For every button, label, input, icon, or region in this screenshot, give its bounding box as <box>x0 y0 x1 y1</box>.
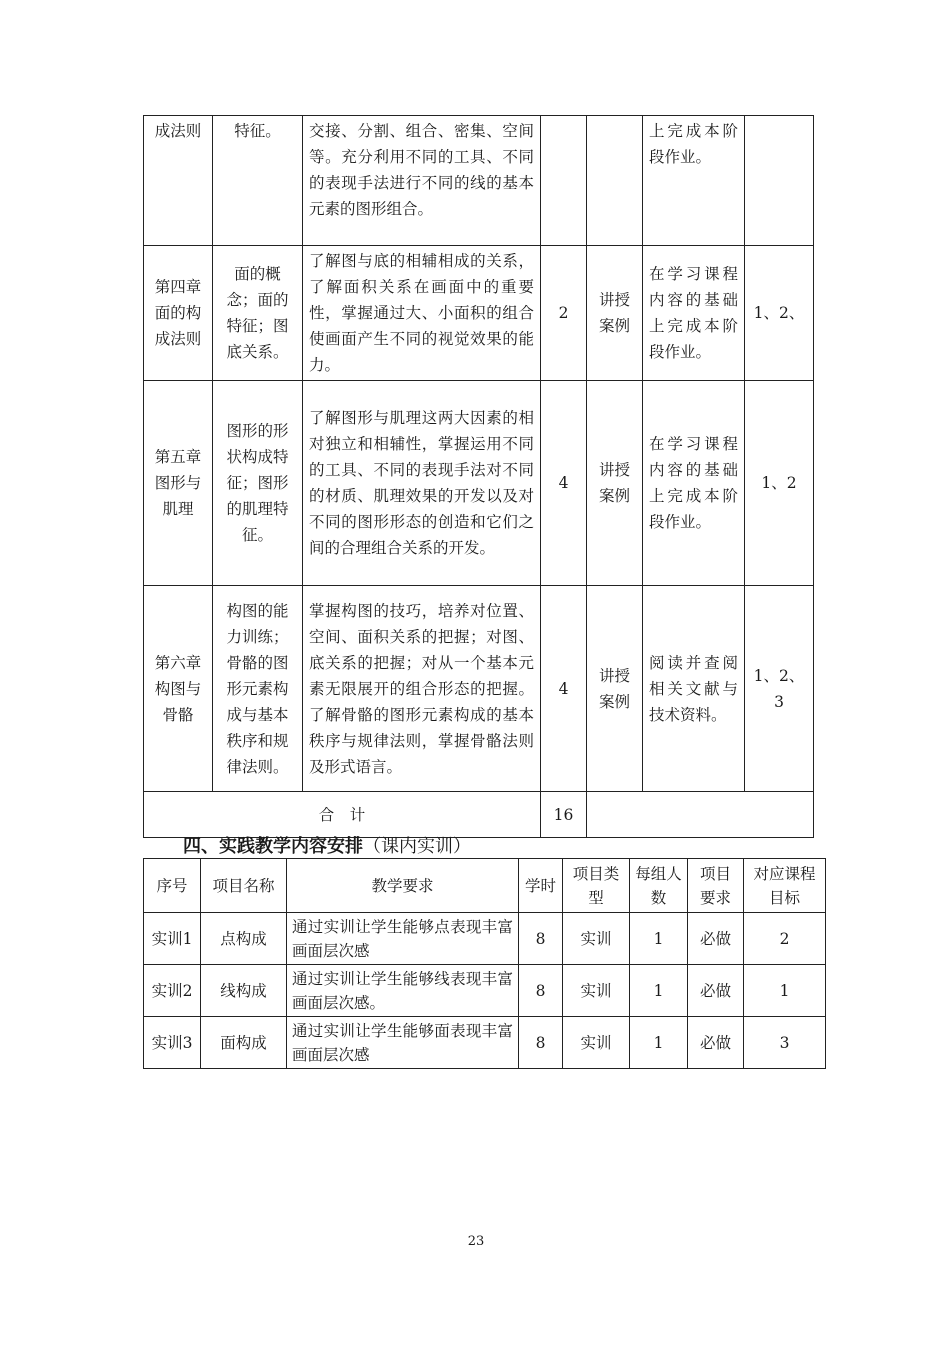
homework-cell: 在学习课程内容的基础上完成本阶段作业。 <box>643 381 745 586</box>
hours-cell: 8 <box>519 913 563 965</box>
practice-table <box>143 858 826 1069</box>
content-cell: 面的概念；面的特征；图底关系。 <box>213 246 303 381</box>
type-cell: 实训 <box>563 913 630 965</box>
hours-cell: 4 <box>541 381 587 586</box>
hours-cell <box>541 116 587 246</box>
req-cell: 通过实训让学生能够点表现丰富画面层次感 <box>287 913 519 965</box>
header-cell: 每组人数 <box>630 859 688 913</box>
method-cell <box>587 116 643 246</box>
hours-cell: 4 <box>541 586 587 792</box>
header-cell: 对应课程目标 <box>744 859 826 913</box>
goal-cell: 2 <box>744 913 826 965</box>
must-cell: 必做 <box>688 1017 744 1069</box>
section-heading <box>183 834 471 860</box>
table-row <box>144 381 814 586</box>
content-cell: 特征。 <box>213 116 303 246</box>
course-content-table <box>143 115 814 838</box>
goal-cell: 1、2、 <box>745 246 814 381</box>
chapter-cell: 成法则 <box>144 116 213 246</box>
people-cell: 1 <box>630 913 688 965</box>
requirement-cell: 掌握构图的技巧，培养对位置、空间、面积关系的把握；对图、底关系的把握；对从一个基本元素无限展开的组合形态的把握。了解骨骼的图形元素构成的基本秩序与规律法则，掌握骨骼法则及形式语言。 <box>303 586 541 792</box>
table-row <box>144 965 826 1017</box>
total-row <box>144 792 814 838</box>
no-cell: 实训1 <box>144 913 201 965</box>
method-cell: 讲授案例 <box>587 246 643 381</box>
hours-cell: 8 <box>519 965 563 1017</box>
type-cell: 实训 <box>563 1017 630 1069</box>
header-cell: 教学要求 <box>287 859 519 913</box>
no-cell: 实训2 <box>144 965 201 1017</box>
section-subtitle: （课内实训） <box>363 836 471 857</box>
homework-cell: 在学习课程内容的基础上完成本阶段作业。 <box>643 246 745 381</box>
chapter-cell: 第六章构图与骨骼 <box>144 586 213 792</box>
chapter-cell: 第五章图形与肌理 <box>144 381 213 586</box>
type-cell: 实训 <box>563 965 630 1017</box>
req-cell: 通过实训让学生能够面表现丰富画面层次感 <box>287 1017 519 1069</box>
homework-cell: 上完成本阶段作业。 <box>643 116 745 246</box>
header-cell: 项目类型 <box>563 859 630 913</box>
table-row <box>144 116 814 246</box>
total-empty-cell <box>587 792 814 838</box>
section-title: 四、实践教学内容安排 <box>183 836 363 857</box>
chapter-cell: 第四章面的构成法则 <box>144 246 213 381</box>
total-hours: 16 <box>541 792 587 838</box>
hours-cell: 8 <box>519 1017 563 1069</box>
people-cell: 1 <box>630 1017 688 1069</box>
header-cell: 序号 <box>144 859 201 913</box>
total-label: 合 计 <box>144 792 541 838</box>
table-row <box>144 913 826 965</box>
header-cell: 学时 <box>519 859 563 913</box>
requirement-cell: 了解图形与肌理这两大因素的相对独立和相辅性，掌握运用不同的工具、不同的表现手法对不同的材质、肌理效果的开发以及对不同的图形形态的创造和它们之间的合理组合关系的开发。 <box>303 381 541 586</box>
req-cell: 通过实训让学生能够线表现丰富画面层次感。 <box>287 965 519 1017</box>
requirement-cell: 交接、分割、组合、密集、空间等。充分利用不同的工具、不同的表现手法进行不同的线的基本元素的图形组合。 <box>303 116 541 246</box>
content-cell: 图形的形状构成特征；图形的肌理特征。 <box>213 381 303 586</box>
goal-cell: 1、2 <box>745 381 814 586</box>
name-cell: 面构成 <box>201 1017 287 1069</box>
people-cell: 1 <box>630 965 688 1017</box>
table-row <box>144 586 814 792</box>
table-row <box>144 246 814 381</box>
goal-cell: 1 <box>744 965 826 1017</box>
name-cell: 线构成 <box>201 965 287 1017</box>
no-cell: 实训3 <box>144 1017 201 1069</box>
page-number: 23 <box>467 1234 485 1249</box>
method-cell: 讲授案例 <box>587 586 643 792</box>
content-cell: 构图的能力训练；骨骼的图形元素构成与基本秩序和规律法则。 <box>213 586 303 792</box>
goal-cell: 1、2、3 <box>745 586 814 792</box>
name-cell: 点构成 <box>201 913 287 965</box>
table-row <box>144 1017 826 1069</box>
requirement-cell: 了解图与底的相辅相成的关系，了解面积关系在画面中的重要性，掌握通过大、小面积的组合使画面产生不同的视觉效果的能力。 <box>303 246 541 381</box>
method-cell: 讲授案例 <box>587 381 643 586</box>
homework-cell: 阅读并查阅相关文献与技术资料。 <box>643 586 745 792</box>
header-cell: 项目要求 <box>688 859 744 913</box>
hours-cell: 2 <box>541 246 587 381</box>
table-header-row <box>144 859 826 913</box>
goal-cell <box>745 116 814 246</box>
goal-cell: 3 <box>744 1017 826 1069</box>
header-cell: 项目名称 <box>201 859 287 913</box>
must-cell: 必做 <box>688 913 744 965</box>
must-cell: 必做 <box>688 965 744 1017</box>
